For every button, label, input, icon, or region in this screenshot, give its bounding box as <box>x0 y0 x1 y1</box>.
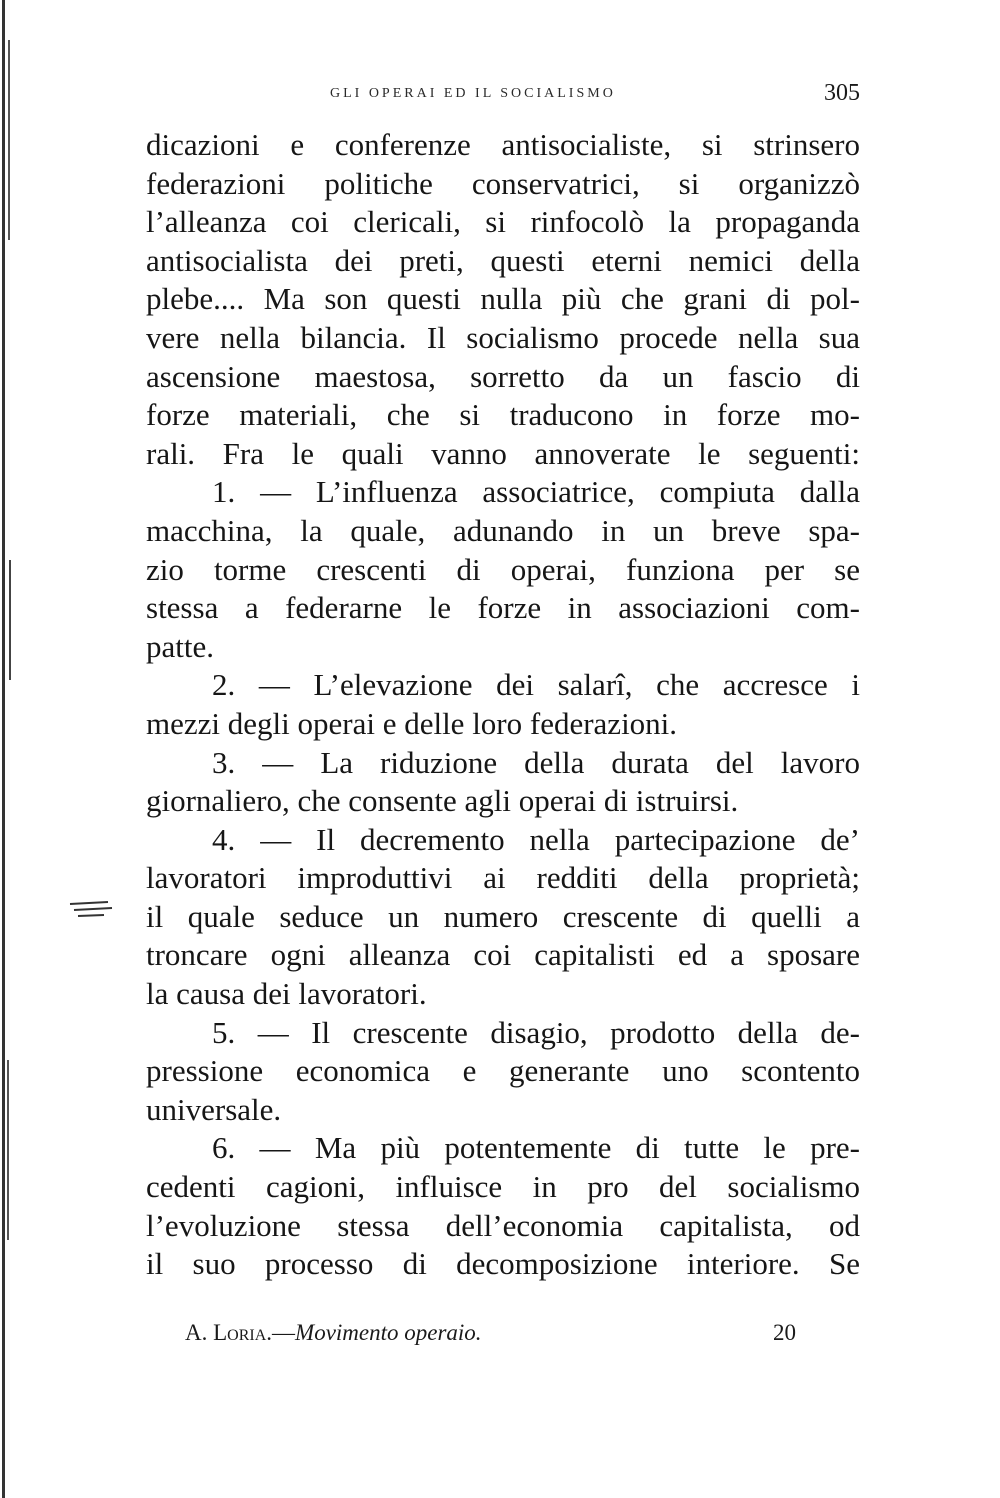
text-line: cedenti cagioni, influisce in pro del socialismo <box>146 1169 860 1205</box>
text-line: pressione economica e generante uno scontento <box>146 1053 860 1089</box>
text-line: la causa dei lavoratori. <box>146 976 427 1012</box>
scan-edge-mark <box>9 560 11 680</box>
footer-signature-number: 20 <box>773 1320 796 1345</box>
footer-signature-line <box>185 1320 805 1346</box>
text-line: federazioni politiche conservatrici, si organizzò <box>146 165 860 201</box>
scan-edge-mark <box>8 40 10 240</box>
text-line: 4. — Il decremento nella partecipazione de’ <box>212 821 860 857</box>
margin-scribble-icon <box>68 898 120 924</box>
text-line: ascensione maestosa, sorretto da un fascio di <box>146 358 860 394</box>
text-line: troncare ogni alleanza coi capitalisti ed a sposare <box>146 937 860 973</box>
text-line: giornaliero, che consente agli operai di istruirsi. <box>146 783 739 819</box>
text-line: forze materiali, che si traducono in forze mo- <box>146 397 860 433</box>
scan-edge-mark <box>7 1060 9 1240</box>
text-line: rali. Fra le quali vanno annoverate le seguenti: <box>146 435 860 471</box>
text-line: patte. <box>146 628 214 664</box>
text-line: antisocialista dei preti, questi eterni nemici della <box>146 242 860 278</box>
running-head: GLI OPERAI ED IL SOCIALISMO <box>330 86 616 101</box>
page-number: 305 <box>824 80 860 106</box>
text-line: vere nella bilancia. Il socialismo procede nella sua <box>146 319 860 355</box>
text-line: mezzi degli operai e delle loro federazioni. <box>146 705 678 741</box>
text-line: macchina, la quale, adunando in un breve spa- <box>146 512 860 548</box>
text-line: l’evoluzione stessa dell’economia capitalista, od <box>146 1207 860 1243</box>
text-line: 1. — L’influenza associatrice, compiuta dalla <box>212 474 860 510</box>
text-line: dicazioni e conferenze antisocialiste, si strinsero <box>146 127 860 162</box>
text-line: 5. — Il crescente disagio, prodotto della de- <box>212 1014 860 1050</box>
text-line: 3. — La riduzione della durata del lavoro <box>212 744 860 780</box>
text-line: universale. <box>146 1091 282 1127</box>
text-line: l’alleanza coi clericali, si rinfocolò la propaganda <box>146 204 860 240</box>
text-line: stessa a federarne le forze in associazioni com- <box>146 590 860 626</box>
text-line: zio torme crescenti di operai, funziona per se <box>146 551 860 587</box>
text-line: plebe.... Ma son questi nulla più che grani di pol- <box>146 281 860 317</box>
footer-title: Movimento operaio. <box>295 1320 482 1345</box>
scan-edge-mark <box>2 0 5 1498</box>
text-line: il suo processo di decomposizione interiore. Se <box>146 1246 860 1282</box>
text-line: lavoratori improduttivi ai redditi della proprietà; <box>146 860 860 896</box>
text-line: il quale seduce un numero crescente di quelli a <box>146 898 860 934</box>
body-text <box>146 126 860 1284</box>
text-line: 6. — Ma più potentemente di tutte le pre- <box>212 1130 860 1166</box>
footer-author: A. Loria. <box>185 1320 273 1345</box>
text-line: 2. — L’elevazione dei salarî, che accresce i <box>212 667 860 703</box>
footer-separator: — <box>272 1320 296 1345</box>
